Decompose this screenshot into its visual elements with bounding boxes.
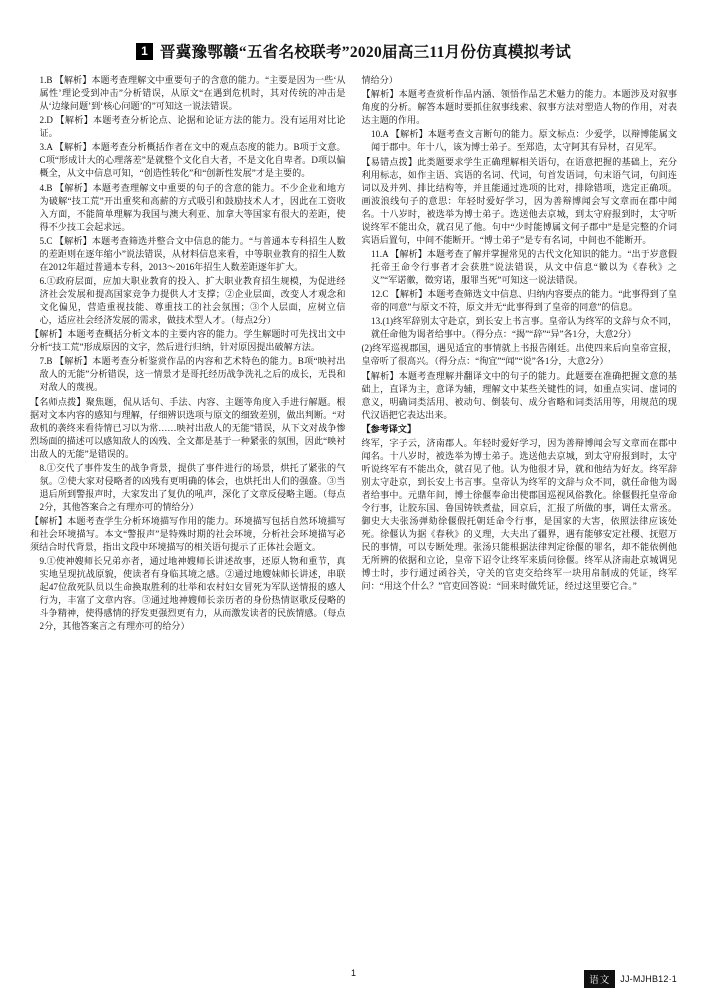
footer-right-group (584, 970, 677, 988)
answer-paragraph: 6.①政府层面，应加大职业教育的投入、扩大职业教育招生规模，为促进经济社会发展和提高国家竞争力提供人才支撑；②企业层面，改变人才观念和文化偏见，营造重视技能、尊重技工的社会氛围；③个人层面，应树立信心，适应社会经济发展的需求，做技术型人才。（每点2分） (39, 275, 346, 325)
subject-badge: 语文 (584, 970, 615, 988)
answer-paragraph: 3.A 【解析】本题考查分析概括作者在文中的观点态度的能力。B项于文意。C项“形成计大的心理落差”是就整个文化自大者，不是文化自卑者。D项以偏概全，从文中信息可知，“创造性转化”和“创新性发展”才是主要的。 (39, 142, 346, 179)
page-number: 1 (350, 968, 356, 978)
answer-paragraph: (2)终军巡视郡国，遇见适宜的事情就上书报告刚廷。出使四来后向皇帝宣报，皇帝听了很高兴。（得分点：“徇宜”“闻”“说”各1分，大意2分） (361, 343, 677, 367)
reference-translation-body: 终军，字子云，济南郡人。年轻时爱好学习，因为善辩博闻会写文章而在郡中闻名。十八岁时，被选举为博士弟子。选送他去京城，到太守府报到时，太守听说终军有不能出众，就召见了他。认为他很才异，就和他结为好友。终军辞别太守赴京，到长安上书言事。皇帝认为终军的文辞与众不同，就任命他为谒者给事中。元鼎年间，博士徐偃奉命出使郡国巡视风俗教化。徐偃假托皇帝命令行事，让胶东国、鲁国铸铁煮盐，回京后，汇报了所做的事，调任太常丞。御史大夫张汤弹劾徐偃假托朝廷命令行事，是国家的大害，依照法律应该处死。徐偃认为据《春秋》的义理，大夫出了疆界，遇有能够安定社稷、抚慰万民的事情，可以专断处理。张汤只能根据法律判定徐偃的罪名，却不能依例他无所辨的依据和立论，皇帝下诏令让终军来质问徐偃。终军从济南赴京城调见博士时，步行通过函谷关，守关的官吏交给终军一块用帛制成的凭证，终军问：“用这个什么？”官吏回答说：“回来时做凭证，经过这里要它合。” (361, 437, 677, 591)
analysis-paragraph: 【解析】本题考查学生分析环境描写作用的能力。环境描写包括自然环境描写和社会环境描写。本文“警报声”是特殊时期的社会环境，分析社会环境描写必须结合时代背景，指出文段中环境描写的相关语句提示了正体社会题文。 (30, 515, 346, 552)
reference-translation-title: 【参考译文】 (361, 423, 417, 434)
answer-paragraph: 5.C 【解析】本题考查筛选并整合文中信息的能力。“与普通本专科招生人数的差距则在逐年缩小”说法错误，从材料信息来看，中等职业教育的招生人数在2012年超过普通本专科，2013～2016年招生人数差距逐年扩大。 (39, 235, 346, 272)
answer-paragraph: 1.B 【解析】本题考查理解文中重要句子的含意的能力。“主要是因为一些‘从属性’理论受到冲击”分析错误，从原文“在遇到危机时，其对传统的冲击是从‘边缘问题’到‘核心问题’的”可知这一说法错误。 (39, 75, 346, 111)
page-title: 晋冀豫鄂赣“五省名校联考”2020届高三11月份仿真模拟考试 (159, 44, 572, 61)
analysis-paragraph: 【解析】本题考查概括分析文本的主要内容的能力。学生解题时可先找出文中分析“技工荒”形成原因的文字，然后进行归纳，针对原因提出破解方法。 (30, 329, 346, 353)
tip-paragraph: 【名师点拨】聚焦题，侃从话句、手法、内容、主题等角度入手进行解题。根据对文本内容的感知与理解，仔细辨识选项与原文的细致差别，做出判断。“对敌机的袭终来看待情已习以为常……映衬出敌人的无能”错误，从下文对战争惨烈场面的描述可以感知敌人的凶残、全文都是基于一种紧张的氛围，因此“映衬出敌人的无能”是错误的。 (30, 396, 346, 459)
analysis-paragraph: 【解析】本题考查赏析作品内涵、领悟作品艺术魅力的能力。本题涉及对叙事角度的分析。解答本题时要抓住叙事线索、叙事方法对塑造人物的作用，对表达主题的作用。 (361, 89, 677, 126)
answer-paragraph: 13.(1)终军辞别太守赴京，到长安上书言事。皇帝认为终军的文辞与众不同，就任命他为谒者给事中。（得分点：“揭”“辞”“异”各1分，大意2分） (371, 316, 677, 340)
page-header (30, 40, 677, 62)
left-column (30, 74, 346, 954)
answer-paragraph: 10.A 【解析】本题考查文言断句的能力。原文标点：少爱学，以辩博能属文闻于郡中。年十八，该为博士弟子。至郑造，太守阿其有异材，召见军。 (371, 129, 677, 153)
continuation-paragraph: 情给分） (361, 75, 398, 85)
answer-paragraph: 9.①使神嫂师长兄弟亦者，通过地神嫂师长讲述故事，还原人物和重节，真实地呈现抗战原貌，使读者有身临其境之感。②通过地嫂妹师长讲述，串联起47位敌死队员以生命换取胜利的壮举和农村妇女冒死为军队送情报的感人行为，丰富了文章内容。③通过地神嫂师长亲历者的身份热情讴歌反侵略的斗争精神，使得感情的抒发更强烈更有力，从而激发读者的民族情感。（每点2分，其他答案言之有理亦可的给分） (39, 556, 346, 632)
answer-paragraph: 12.C 【解析】本题考查筛选文中信息、归纳内容要点的能力。“此事得到了皇帝的同意”与原文不符，原文并无“此事得到了皇帝的同意”的信息。 (371, 288, 677, 312)
paper-code: JJ-MJHB12·1 (620, 974, 677, 984)
answer-paragraph: 8.①交代了事件发生的战争背景，提供了事件进行的场景，烘托了紧张的气氛。②使大家对侵略者的凶残有更明确的体会，也烘托出人们的强盛。③当退后所到警报声时，大家发出了复仇的吼声，深化了文章反侵略主题。（每点2分，其他答案合之有理亦可的情给分） (39, 462, 346, 512)
page-badge: 1 (136, 43, 153, 60)
right-column (362, 74, 678, 954)
answer-paragraph: 11.A 【解析】本题考查了解并掌握常见的古代文化知识的能力。“出于岁意假托帝王命令行事者才会获胜”说法错误，从文中信息“徽以为《春秋》之义”“军诺徽，徵穷诺，服罪当死”可知这一说法错误。 (371, 248, 677, 285)
tip-paragraph: 【易错点拨】此类题要求学生正确理解相关语句，在语意把握的基础上，充分利用标志，如作主语、宾语的名词、代词，句首发语词，句末语气词，句间连词以及并列、排比结构等，并且能通过选项的比对，排除错项，选定正确项。画波浪线句子的意思：年轻时爱好学习，因为善辩博闻会写文章而在郡中闻名。十八岁时，被选举为博士弟子。选送他去京城，到太守府报到时，太守听说终军不能出众，就召见了他。句中“少时能博属文何子郡中”是是完整的介词宾语后置句，中间不能断开。“博士弟子”是专有名词，中间也不能断开。 (361, 156, 677, 245)
page-footer (0, 968, 707, 986)
content-columns (30, 74, 677, 954)
answer-paragraph: 2.D 【解析】本题考查分析论点、论据和论证方法的能力。没有运用对比论证。 (39, 115, 346, 139)
answer-paragraph: 7.B 【解析】本题考查分析鉴赏作品的内容和艺术特色的能力。B项“映衬出敌人的无能”分析错误，这一情景才是哥托经历战争洗礼之后的成长，无畏和对敌人的蔑视。 (39, 356, 346, 393)
answer-paragraph: 4.B 【解析】本题考查理解文中重要的句子的含意的能力。不少企业和地方为破解“技工荒”开出重奖和高薪的方式吸引和鼓励技术人才，因此在工资收入方面，不能简单理解为我国与澳大利亚、加拿大等国家有很大的差距，使得不少技工会起求远。 (39, 182, 346, 232)
analysis-paragraph: 【解析】本题考查理解并翻译文中的句子的能力。此题要在准确把握文意的基础上，直译为主，意译为辅，理解文中某些关键性的词，如重点实词、虚词的意义，明确词类活用、被动句、倒装句、成分省略和词类活用等，用规范的现代汉语把它表达出来。 (361, 370, 677, 420)
